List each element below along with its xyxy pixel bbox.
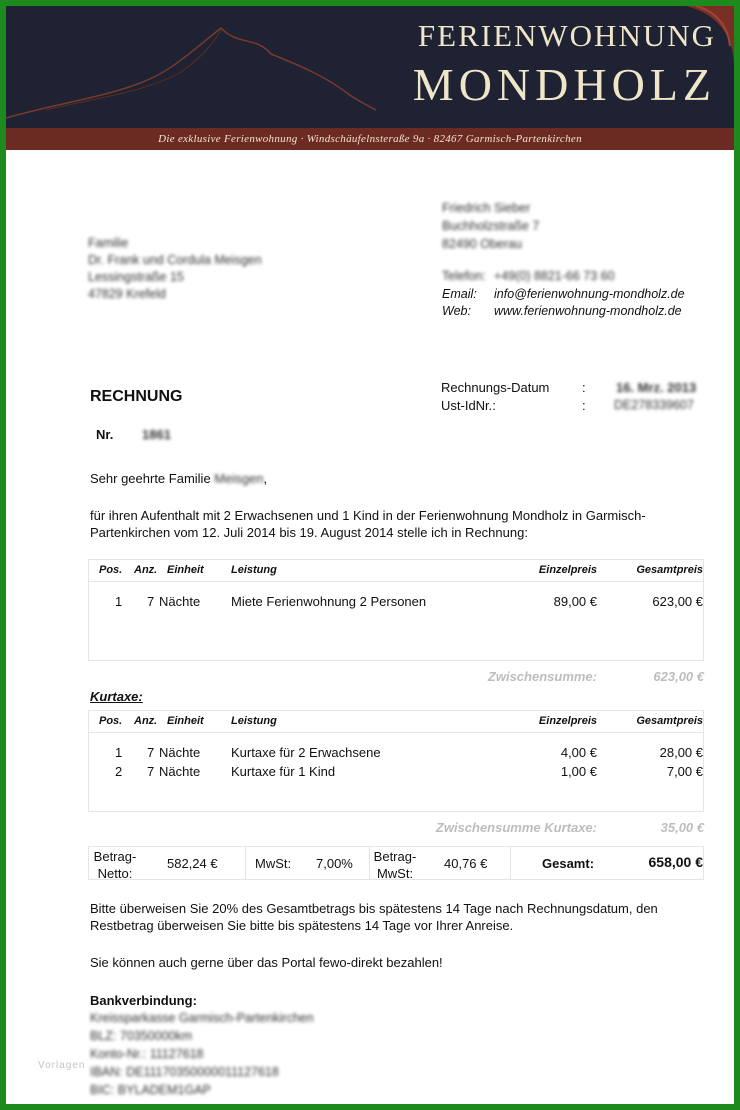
payment-line-2: Restbetrag überweisen Sie bitte bis spätestens 14 Tage vor Ihrer Anreise. (90, 918, 514, 933)
table-row (89, 594, 703, 613)
mwst-betrag-label (372, 848, 418, 882)
mwst-rate: 7,00% (316, 856, 353, 871)
brand-line-1: FERIENWOHNUNG (417, 18, 716, 53)
invoice-date-value: 16. Mrz. 2013 (616, 380, 697, 395)
item-pos: 1 (115, 594, 123, 609)
item-anz: 7 (147, 745, 155, 760)
col-pos: Pos. (99, 564, 123, 576)
item-einzelpreis: 1,00 € (560, 764, 597, 779)
salutation-suffix: , (263, 471, 268, 486)
bank-line-1: Kreissparkasse Garmisch-Partenkirchen (90, 1011, 314, 1025)
items-table-header (89, 560, 703, 582)
item-gesamtpreis: 623,00 € (652, 594, 703, 609)
col-einzelpreis: Einzelpreis (538, 564, 597, 576)
totals-bar (88, 846, 704, 880)
invoice-page (6, 6, 734, 1104)
bank-line-4: IBAN: DE11170350000011127618 (90, 1065, 279, 1079)
item-anz: 7 (147, 594, 155, 609)
letterhead (6, 6, 734, 128)
netto-label (92, 848, 138, 882)
col-gesamtpreis: Gesamtpreis (636, 715, 703, 727)
ustid-label: Ust-IdNr.: (441, 398, 496, 413)
recipient-line-3: Lessingstraße 15 (88, 270, 184, 284)
col-leistung: Leistung (231, 564, 277, 576)
bank-line-5: BIC: BYLADEM1GAP (90, 1083, 211, 1097)
sender-phone: +49(0) 8821-66 73 60 (494, 269, 615, 283)
bank-line-3: Konto-Nr.: 11127618 (90, 1047, 204, 1061)
col-anz: Anz. (134, 715, 158, 727)
ustid-colon: : (582, 398, 586, 413)
mwst-betrag-label-line-1: Betrag- (373, 849, 417, 864)
sender-email[interactable]: info@ferienwohnung-mondholz.de (494, 287, 685, 301)
sender-web-label: Web: (442, 304, 471, 318)
item-leistung: Miete Ferienwohnung 2 Personen (231, 594, 427, 609)
item-leistung: Kurtaxe für 1 Kind (231, 764, 336, 779)
netto-label-line-2: Netto: (97, 866, 133, 881)
brand-line-2: MONDHOLZ (412, 59, 716, 110)
invoice-date-label: Rechnungs-Datum (441, 380, 550, 395)
ustid-value: DE278339607 (614, 398, 694, 412)
kurtaxe-table (88, 710, 704, 812)
bank-line-2: BLZ: 70350000km (90, 1029, 193, 1043)
intro-line-2: Partenkirchen vom 12. Juli 2014 bis 19. August 2014 stelle ich in Rechnung: (90, 525, 528, 540)
divider (245, 847, 246, 879)
gesamt-value: 658,00 € (648, 854, 703, 870)
sender-name: Friedrich Sieber (442, 201, 531, 215)
col-gesamtpreis: Gesamtpreis (636, 564, 703, 576)
mwst-value: 40,76 € (444, 856, 488, 871)
intro-line-1: für ihren Aufenthalt mit 2 Erwachsenen und 1 Kind in der Ferienwohnung Mondholz in Garmisch- (90, 508, 646, 523)
netto-label-line-1: Betrag- (93, 849, 137, 864)
salutation-prefix: Sehr geehrte Familie (90, 471, 211, 486)
divider (510, 847, 511, 879)
watermark: Vorlagen (38, 1060, 86, 1071)
item-leistung: Kurtaxe für 2 Erwachsene (231, 745, 381, 760)
invoice-title: RECHNUNG (90, 388, 183, 405)
invoice-nr-value: 1861 (142, 427, 171, 442)
item-pos: 2 (115, 764, 123, 779)
salutation-name: Meisgen (214, 471, 264, 486)
invoice-nr-label: Nr. (96, 427, 114, 442)
salutation (90, 470, 267, 487)
kurtaxe-heading: Kurtaxe: (90, 689, 143, 704)
subtotal-value: 623,00 € (653, 669, 704, 684)
sender-web[interactable]: www.ferienwohnung-mondholz.de (494, 304, 682, 318)
col-einheit: Einheit (167, 564, 204, 576)
sender-street: Buchholzstraße 7 (442, 219, 540, 233)
table-row (89, 745, 703, 764)
sender-phone-label: Telefon: (442, 269, 486, 283)
gesamt-label: Gesamt: (542, 856, 595, 871)
table-row (89, 764, 703, 783)
netto-value: 582,24 € (167, 856, 218, 871)
item-gesamtpreis: 7,00 € (666, 764, 703, 779)
item-einzelpreis: 4,00 € (560, 745, 597, 760)
item-pos: 1 (115, 745, 123, 760)
item-einheit: Nächte (159, 745, 201, 760)
bank-heading: Bankverbindung: (90, 993, 197, 1008)
subtotal-label: Zwischensumme: (487, 669, 597, 684)
item-einheit: Nächte (159, 594, 201, 609)
col-einzelpreis: Einzelpreis (538, 715, 597, 727)
item-gesamtpreis: 28,00 € (659, 745, 703, 760)
col-leistung: Leistung (231, 715, 277, 727)
item-einheit: Nächte (159, 764, 201, 779)
col-einheit: Einheit (167, 715, 204, 727)
sender-email-label: Email: (442, 287, 477, 301)
sender-city: 82490 Oberau (442, 237, 522, 251)
letterhead-tagline: Die exklusive Ferienwohnung · Windschäufelnsteraße 9a · 82467 Garmisch-Partenkirchen (6, 128, 734, 150)
recipient-line-1: Familie (88, 236, 129, 250)
payment-line-1: Bitte überweisen Sie 20% des Gesamtbetrags bis spätestens 14 Tage nach Rechnungsdatum, den (90, 901, 658, 916)
kurtaxe-subtotal-label: Zwischensumme Kurtaxe: (435, 820, 597, 835)
portal-note: Sie können auch gerne über das Portal fewo-direkt bezahlen! (90, 955, 443, 970)
item-einzelpreis: 89,00 € (553, 594, 597, 609)
recipient-line-2: Dr. Frank und Cordula Meisgen (88, 253, 262, 267)
divider (369, 847, 370, 879)
col-anz: Anz. (134, 564, 158, 576)
mwst-label: MwSt: (255, 856, 292, 871)
mwst-betrag-label-line-2: MwSt: (376, 866, 414, 881)
kurtaxe-subtotal-value: 35,00 € (660, 820, 704, 835)
item-anz: 7 (147, 764, 155, 779)
kurtaxe-table-header (89, 711, 703, 733)
recipient-line-4: 47829 Krefeld (88, 287, 166, 301)
items-table (88, 559, 704, 661)
invoice-date-colon: : (582, 380, 586, 395)
col-pos: Pos. (99, 715, 123, 727)
